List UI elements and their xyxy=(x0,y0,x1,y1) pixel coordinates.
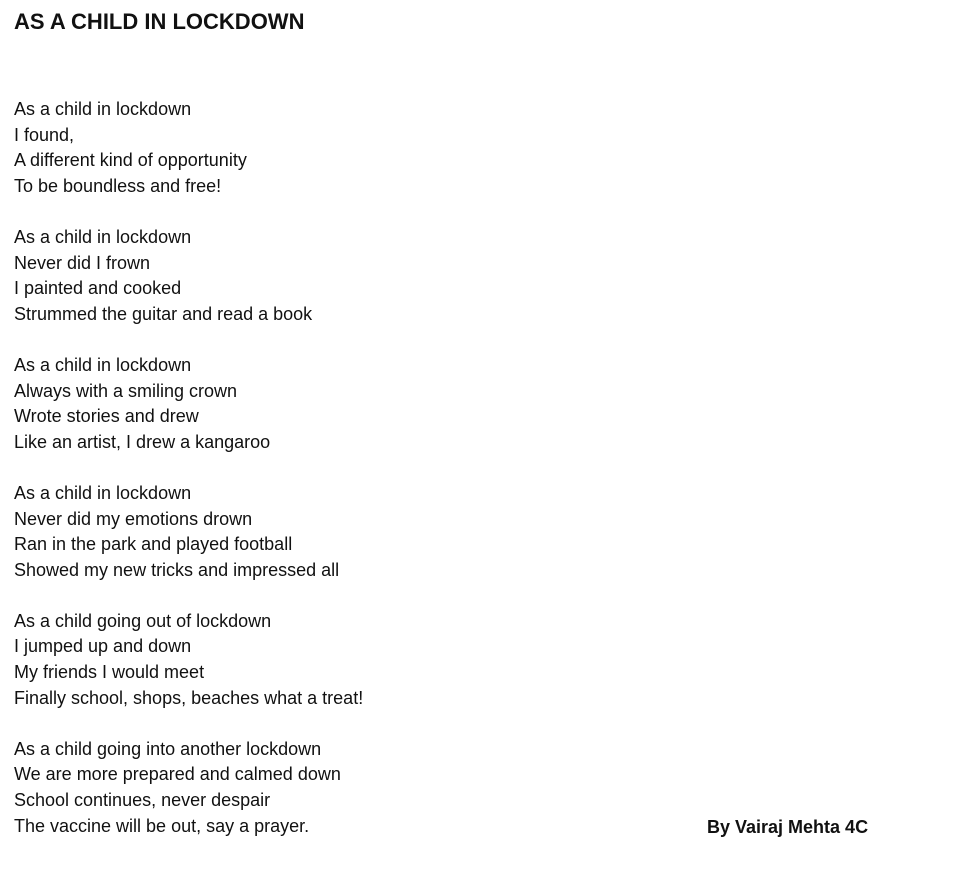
poem-line: The vaccine will be out, say a prayer. xyxy=(14,815,310,836)
stanza-4 xyxy=(14,481,614,583)
poem-line: Like an artist, I drew a kangaroo xyxy=(14,431,271,452)
stanza-1 xyxy=(14,97,614,199)
poem-title: AS A CHILD IN LOCKDOWN xyxy=(14,9,305,34)
stanza-2 xyxy=(14,225,614,327)
poem-line: Ran in the park and played football xyxy=(14,534,293,555)
poem-line: A different kind of opportunity xyxy=(14,150,247,171)
stanza-3 xyxy=(14,353,614,455)
poem-line: My friends I would meet xyxy=(14,662,205,683)
poem-line: Finally school, shops, beaches what a treat! xyxy=(14,687,364,708)
poem-line: As a child going into another lockdown xyxy=(14,738,322,759)
poem-line: As a child in lockdown xyxy=(14,99,192,119)
poem-line: As a child going out of lockdown xyxy=(14,610,272,631)
author-byline: By Vairaj Mehta 4C xyxy=(707,817,869,837)
poem-line: School continues, never despair xyxy=(14,790,271,811)
poem-line: We are more prepared and calmed down xyxy=(14,764,341,785)
poem-line: Always with a smiling crown xyxy=(14,380,238,401)
poem-line: As a child in lockdown xyxy=(14,354,192,375)
stanza-5 xyxy=(14,609,614,711)
poem-line: I painted and cooked xyxy=(14,278,182,299)
poem-line: I found, xyxy=(14,124,75,145)
poem-body xyxy=(14,97,614,839)
poem-line: Strummed the guitar and read a book xyxy=(14,303,313,324)
poem-line: Showed my new tricks and impressed all xyxy=(14,559,340,580)
poem-line: I jumped up and down xyxy=(14,636,192,657)
stanza-6 xyxy=(14,737,614,839)
poem-line: Never did I frown xyxy=(14,252,151,273)
poem-line: As a child in lockdown xyxy=(14,226,192,247)
poem-line: To be boundless and free! xyxy=(14,175,222,196)
poem-line: Never did my emotions drown xyxy=(14,508,253,529)
poem-line: Wrote stories and drew xyxy=(14,406,199,427)
poem-line: As a child in lockdown xyxy=(14,482,192,503)
